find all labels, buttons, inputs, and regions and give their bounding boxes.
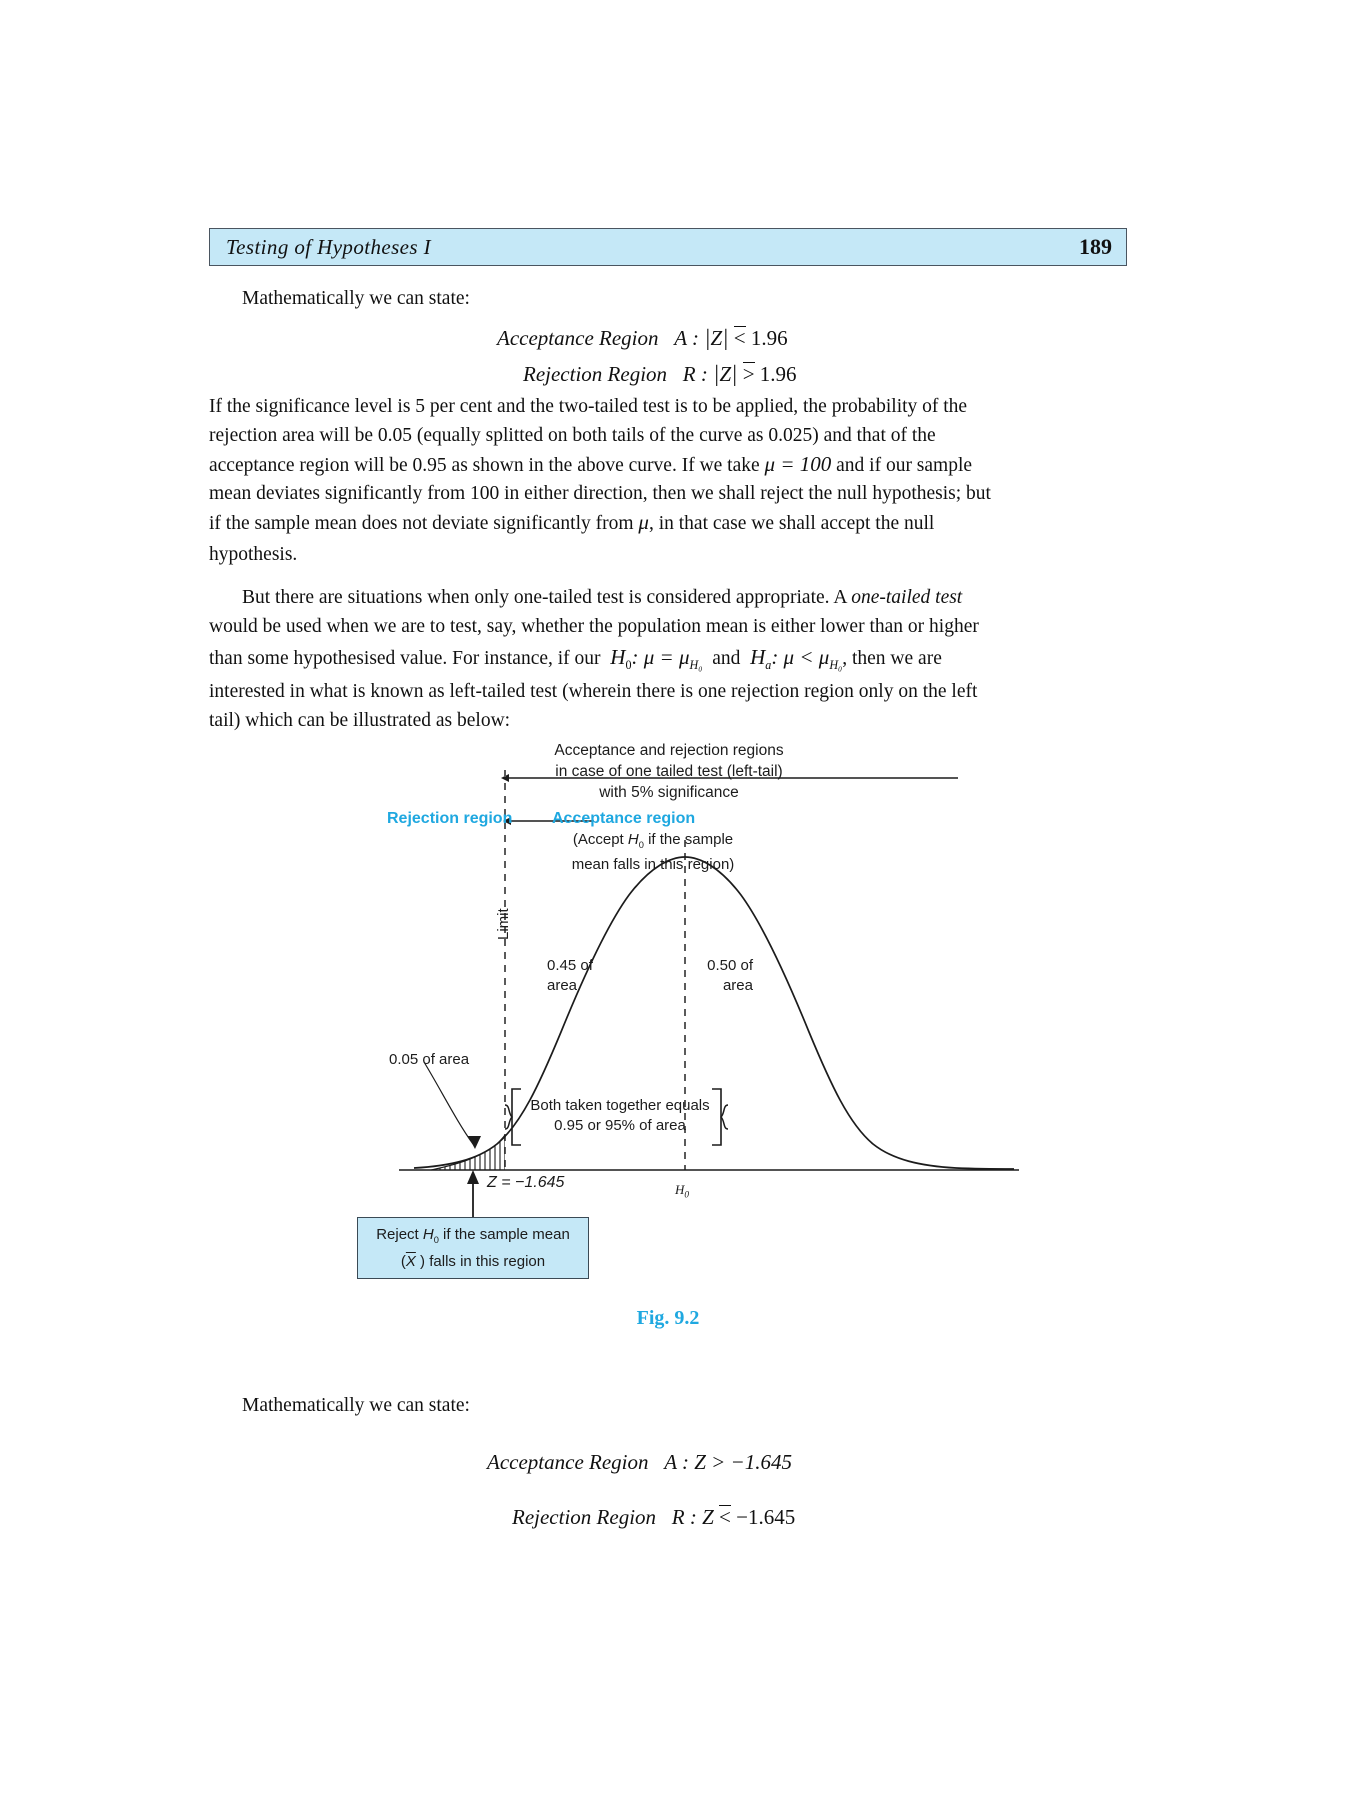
p1-l3-equation: μ = 100: [764, 452, 832, 476]
reject-region-callout-box: [357, 1217, 589, 1279]
brace-line-1: Both taken together equals: [530, 1097, 710, 1114]
eq-rejection-bottom-relation: <: [719, 1505, 731, 1529]
z-value-text: Z = −1.645: [487, 1174, 565, 1191]
equation-rejection-top: Rejection Region R : |Z| > 1.96: [523, 361, 797, 386]
tail-area-leader-line: [424, 1062, 473, 1144]
p2-l1-a: But there are situations when only one-tailed test is considered appropriate. A: [242, 587, 852, 608]
accept-note-h: H: [627, 831, 639, 848]
accept-note-sub: 0: [638, 840, 644, 850]
reject-box-sub: 0: [433, 1235, 439, 1245]
p2-l3-a: than some hypothesised value. For instance, if our: [209, 648, 601, 669]
paragraph-onetailed-line-2: would be used when we are to test, say, whether the population mean is either lower than or higher: [209, 616, 979, 637]
eq-rejection-bottom-label: Rejection Region: [512, 1505, 657, 1529]
limit-label: Limit: [495, 908, 512, 940]
eq-acceptance-var: Z: [710, 326, 723, 350]
eq-rejection-value: 1.96: [759, 362, 797, 386]
p1-l3-a: acceptance region will be 0.95 as shown in the above curve. If we take: [209, 455, 760, 476]
eq-acceptance-relation: <: [733, 326, 746, 350]
p2-l3-h0-sub: 0: [625, 657, 632, 672]
brace-text: [524, 1096, 716, 1136]
eq-acceptance-label: Acceptance Region: [497, 326, 659, 350]
figure-caption: Fig. 9.2: [636, 1307, 700, 1329]
reject-box-tail: ) falls in this region: [415, 1253, 546, 1270]
area-right-line-1: 0.50 of: [707, 957, 753, 974]
paragraph-onetailed-line-1: [209, 583, 1127, 612]
eq-rejection-body: R :: [682, 362, 708, 386]
figure-title-line-2: in case of one tailed test (left-tail): [555, 763, 783, 780]
eq-rejection-var: Z: [719, 362, 732, 386]
h0-axis-letter: H: [675, 1182, 685, 1197]
figure-title-line-1: Acceptance and rejection regions: [554, 742, 784, 759]
p2-l3-h0-rest: : μ = μ: [631, 645, 690, 669]
acceptance-region-label: Acceptance region: [552, 810, 696, 827]
eq-rejection-bottom-post: −1.645: [736, 1505, 796, 1529]
reject-box-h: H: [422, 1226, 434, 1243]
area-right-line-2: area: [722, 977, 753, 994]
p2-l3-ha-rest: : μ < μ: [771, 645, 830, 669]
eq-acceptance-value: 1.96: [750, 326, 788, 350]
reject-box-b: if the sample mean: [438, 1226, 570, 1243]
critical-value-label: [487, 1174, 564, 1192]
paragraph-onetailed-line-4: interested in what is known as left-tailed test (wherein there is one rejection region only on the left: [209, 681, 978, 702]
paragraph-significance-line-1: If the significance level is 5 per cent and the two-tailed test is to be applied, the probability of the: [209, 396, 968, 417]
reject-callout-connector: [467, 1170, 479, 1218]
paragraph-onetailed-line-3: [209, 643, 1127, 680]
figure-title-line-3: with 5% significance: [599, 784, 739, 801]
brace-line-2: 0.95 or 95% of area: [554, 1117, 686, 1134]
running-head: [209, 228, 1127, 266]
p2-l1-emphasis: one-tailed test: [851, 587, 963, 608]
reject-box-line-1: [366, 1224, 580, 1251]
p2-l3-b: , then we are: [842, 648, 942, 669]
p1-l3-b: and if our sample: [836, 455, 973, 476]
reject-box-paren-open: (: [400, 1253, 406, 1270]
eq-rejection-bottom-pre: R : Z: [671, 1505, 714, 1529]
h0-axis-label: [675, 1182, 689, 1201]
eq-acceptance-bottom-body: A : Z > −1.645: [664, 1450, 792, 1474]
accept-note-b: if the sample: [643, 831, 734, 848]
eq-rejection-relation: >: [742, 362, 755, 386]
eq-acceptance-bottom-label: Acceptance Region: [487, 1450, 649, 1474]
figure-9-2: [209, 740, 1127, 1360]
acceptance-note-line-2: mean falls in this region): [571, 856, 735, 873]
p2-l3-h0: H: [610, 645, 626, 669]
p1-l5-b: , in that case we shall accept the null: [648, 513, 935, 534]
paragraph-significance-line-3: [209, 450, 1127, 480]
p1-l5-a: if the sample mean does not deviate significantly from: [209, 513, 634, 534]
tail-area-leader-arrow: [468, 1136, 481, 1149]
acceptance-note-line-1: [548, 830, 758, 855]
p2-l3-ha-rest-sub: H₀: [829, 657, 843, 672]
area-left-label: [547, 956, 593, 996]
p2-l3-ha: H: [750, 645, 766, 669]
area-right-label: [677, 956, 753, 996]
acceptance-region-group: [552, 810, 762, 873]
paragraph-significance-line-5: [209, 508, 1127, 538]
paragraph-significance-line-6: hypothesis.: [209, 544, 298, 565]
area-left-line-1: 0.45 of: [547, 957, 593, 974]
equation-acceptance-bottom: [487, 1450, 792, 1475]
intro-lead-text: Mathematically we can state:: [242, 288, 470, 309]
reject-box-a: Reject: [376, 1226, 423, 1243]
eq-acceptance-body: A :: [674, 326, 699, 350]
page-number: 189: [1079, 234, 1112, 259]
reject-box-line-2: [366, 1251, 580, 1272]
rejection-region-label: Rejection region: [387, 810, 513, 827]
eq-rejection-label: Rejection Region: [523, 362, 668, 386]
equation-rejection-bottom: [512, 1505, 795, 1530]
paragraph-onetailed-line-5: tail) which can be illustrated as below:: [209, 710, 511, 731]
p2-l3-h0-rest-sub: H₀: [689, 657, 703, 672]
tail-area-label: 0.05 of area: [389, 1051, 470, 1068]
p2-l3-and: and: [712, 648, 741, 669]
paragraph-significance-line-4: mean deviates significantly from 100 in either direction, then we shall reject the null hypothesis; but: [209, 483, 991, 504]
accept-note-a: (Accept: [572, 831, 628, 848]
equation-acceptance-top: Acceptance Region A : |Z| < 1.96: [497, 325, 788, 350]
reject-box-xbar: $\overline{X}$: [405, 1253, 416, 1270]
running-head-title: Testing of Hypotheses I: [226, 234, 431, 259]
outro-lead-text: Mathematically we can state:: [242, 1395, 470, 1416]
paragraph-significance-line-2: rejection area will be 0.05 (equally splitted on both tails of the curve as 0.025) and that of the: [209, 425, 936, 446]
acceptance-region-note: [548, 830, 758, 875]
p2-l3-ha-sub: a: [765, 657, 772, 672]
area-left-line-2: area: [547, 977, 578, 994]
p1-l5-equation: μ: [638, 510, 649, 534]
h0-axis-subscript: 0: [684, 1190, 690, 1201]
